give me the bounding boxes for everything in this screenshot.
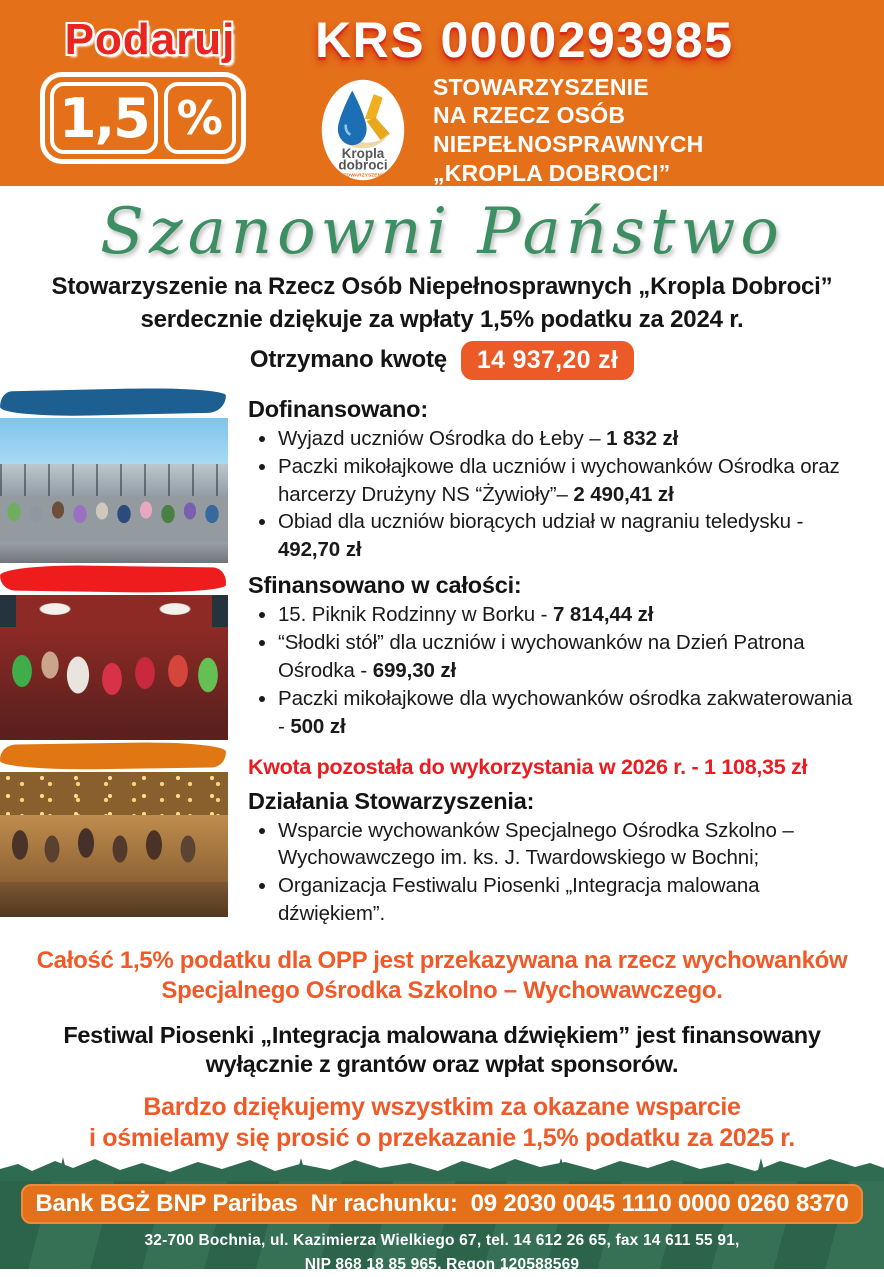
percent-badge (40, 72, 246, 164)
festival-line-1: Festiwal Piosenki „Integracja malowana dźwiękiem” jest finansowany (63, 1021, 821, 1048)
footer-body (0, 1181, 884, 1273)
account-number: 09 2030 0045 1110 0000 0260 8370 (470, 1189, 849, 1217)
percent-sign: % (164, 82, 236, 154)
krs-number: KRS 0000293985 (315, 12, 734, 68)
org-row (315, 73, 884, 189)
logo-word-3: STOWARZYSZENIE (340, 174, 386, 180)
logo-word-2: dobroci (338, 157, 388, 173)
logo-word-1: Kropla (341, 146, 385, 162)
podaruj-label: Podaruj (64, 15, 236, 64)
item-text: Paczki mikołajkowe dla uczniów i wychowanków Ośrodka oraz harcerzy Drużyny NS “Żywioły”– (278, 454, 840, 506)
remaining-amount-note: Kwota pozostała do wykorzystania w 2026 r. - 1 108,35 zł (248, 754, 808, 779)
festival-line-2: wyłącznie z grantów oraz wpłat sponsorów. (205, 1051, 679, 1078)
thanks-line-1: Bardzo dziękujemy wszystkim za okazane wsparcie (143, 1092, 741, 1121)
list-item (278, 872, 864, 928)
closing-section (0, 934, 884, 1155)
list-item (278, 453, 864, 509)
org-name-line3: „KROPLA DOBROCI” (433, 160, 671, 187)
main-content (0, 384, 884, 934)
intro-line-2: serdecznie dziękuje za wpłaty 1,5% podatku za 2024 r. (140, 306, 744, 334)
org-name (433, 73, 884, 189)
item-amount: 699,30 zł (372, 658, 457, 682)
list-item (278, 425, 864, 453)
photo-floor (0, 882, 228, 917)
intro-section (0, 186, 884, 380)
contact-address (0, 1229, 884, 1277)
org-name-line1: STOWARZYSZENIE (433, 73, 649, 100)
account-label: Nr rachunku: (310, 1189, 458, 1217)
list-item (278, 629, 864, 685)
item-text: Paczki mikołajkowe dla wychowanków ośrodka zakwaterowania - (278, 686, 853, 738)
bank-name: Bank BGŻ BNP Paribas (35, 1189, 298, 1217)
photo-ceiling (0, 595, 228, 627)
percent-value: 1,5 (50, 82, 158, 154)
item-amount: 7 814,44 zł (553, 603, 654, 627)
dofinansowano-heading: Dofinansowano: (248, 395, 428, 422)
festival-funding-note (0, 1021, 884, 1080)
org-identity (315, 0, 884, 186)
item-text: Obiad dla uczniów biorących udział w nagraniu teledysku - (278, 510, 804, 534)
kropla-dobroci-logo (315, 78, 411, 182)
item-amount: 1 832 zł (606, 426, 679, 450)
received-label: Otrzymano kwotę (249, 346, 447, 374)
intro-line-1: Stowarzyszenie na Rzecz Osób Niepełnosprawnych „Kropla Dobroci” (51, 272, 833, 300)
item-text: “Słodki stół” dla uczniów i wychowanków na Dzień Patrona Ośrodka - (278, 631, 805, 682)
photo-string-lights (0, 772, 228, 816)
thanks-line-2: i ośmielamy się prosić o przekazanie 1,5% podatku za 2025 r. (89, 1124, 795, 1153)
list-item (278, 685, 864, 741)
item-text: Organizacja Festiwalu Piosenki „Integracja malowana dźwiękiem”. (278, 874, 760, 926)
item-amount: 2 490,41 zł (573, 482, 674, 506)
santa-meeting-photo (0, 595, 228, 740)
red-brush-stroke (0, 564, 226, 593)
photo-column (0, 384, 240, 934)
greeting-title: Szanowni Państwo (100, 195, 784, 269)
item-text: Wsparcie wychowanków Specjalnego Ośrodka Szkolno – Wychowawczego im. ks. J. Twardowskiego w Bochni; (278, 818, 794, 870)
footer (0, 1155, 884, 1273)
sfinansowano-heading: Sfinansowano w całości: (248, 572, 522, 599)
dzialania-list (248, 817, 864, 929)
bank-account-bar (21, 1184, 863, 1224)
header-banner (0, 0, 884, 186)
item-amount: 500 zł (290, 714, 346, 738)
address-line-2: NIP 868 18 85 965, Regon 120588569 (304, 1255, 580, 1273)
dance-party-photo (0, 772, 228, 917)
received-amount-row (0, 341, 884, 380)
podaruj-block (40, 16, 260, 186)
photo-sky (0, 418, 228, 464)
list-item (278, 817, 864, 873)
photo-santa-group (0, 627, 228, 740)
photo-group (0, 496, 228, 542)
grass-edge-decoration (0, 1155, 884, 1181)
item-text: 15. Piknik Rodzinny w Borku - (278, 603, 554, 627)
item-amount: 492,70 zł (278, 538, 362, 562)
org-name-line2: NA RZECZ OSÓB NIEPEŁNOSPRAWNYCH (433, 102, 704, 158)
harbor-trip-photo (0, 418, 228, 563)
dofinansowano-list (248, 425, 864, 564)
thanks-note (0, 1092, 884, 1155)
list-item (278, 508, 864, 564)
photo-quay (0, 542, 228, 562)
blue-brush-stroke (0, 386, 226, 417)
logo-icon (315, 78, 411, 182)
opp-line-1: Całość 1,5% podatku dla OPP jest przekazywana na rzecz wychowanków (36, 947, 848, 975)
opp-note (0, 946, 884, 1006)
sfinansowano-list (248, 601, 864, 740)
photo-boats (0, 464, 228, 496)
opp-line-2: Specjalnego Ośrodka Szkolno – Wychowawczego. (161, 977, 723, 1005)
address-line-1: 32-700 Bochnia, ul. Kazimierza Wielkiego 67, tel. 14 612 26 65, fax 14 611 55 91, (144, 1231, 740, 1249)
list-item (278, 601, 864, 629)
photo-dancers (0, 815, 228, 882)
orange-brush-stroke (0, 741, 226, 771)
dzialania-heading: Działania Stowarzyszenia: (248, 787, 535, 814)
report-column (240, 384, 884, 934)
item-text: Wyjazd uczniów Ośrodka do Łeby – (278, 426, 607, 450)
received-amount-badge: 14 937,20 zł (461, 341, 634, 380)
